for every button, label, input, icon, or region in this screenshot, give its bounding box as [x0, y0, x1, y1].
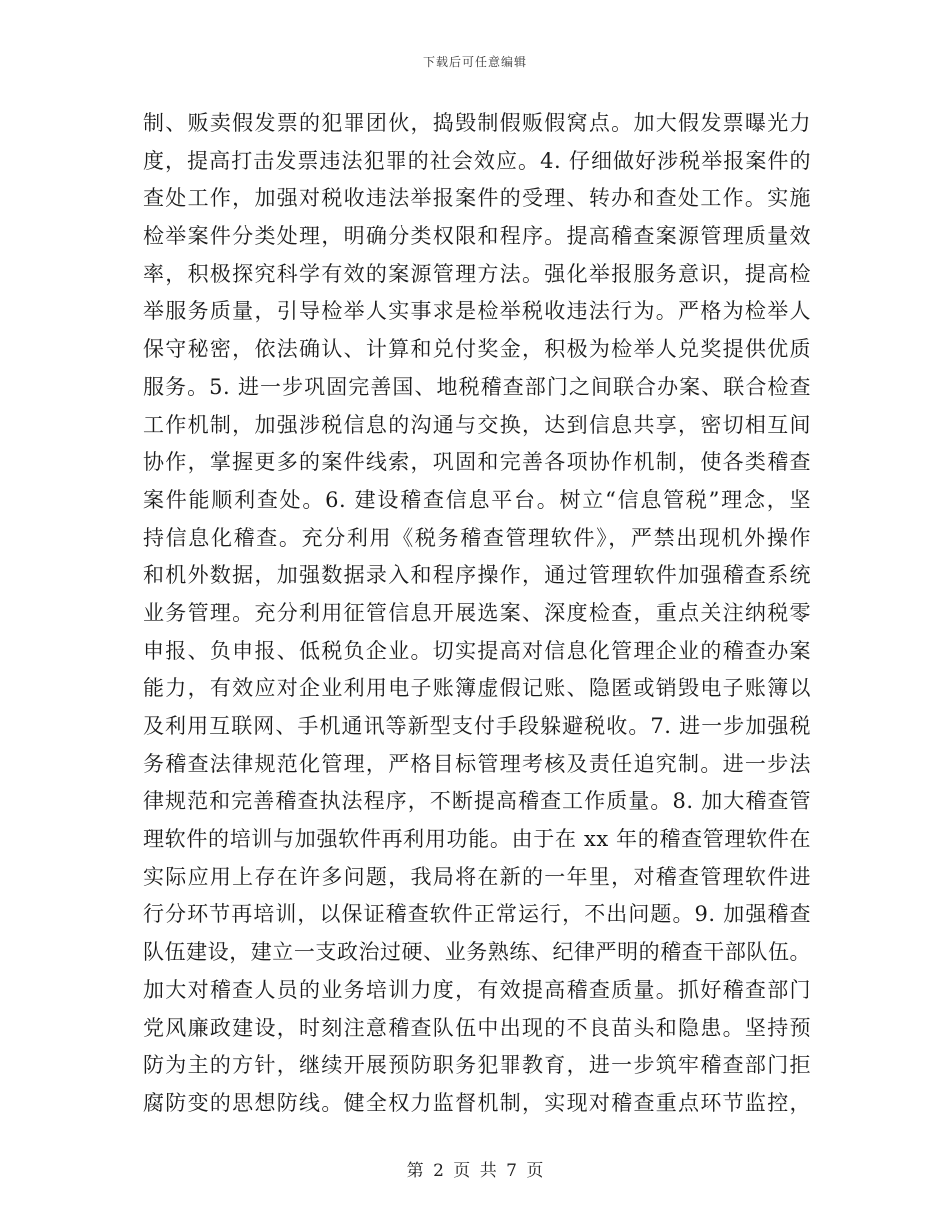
- body-text: [143, 105, 811, 1123]
- text-line: 及利用互联网、手机通讯等新型支付手段躲避税收。7. 进一步加强税: [143, 714, 811, 738]
- text-line: 查处工作，加强对税收违法举报案件的受理、转办和查处工作。实施: [143, 186, 811, 211]
- text-line: 队伍建设，建立一支政治过硬、业务熟练、纪律严明的稽查干部队伍。: [143, 940, 811, 965]
- text-line: 率，积极探究科学有效的案源管理方法。强化举报服务意识，提高检: [143, 261, 811, 286]
- text-line: 理软件的培训与加强软件再利用功能。由于在 xx 年的稽查管理软件在: [143, 827, 811, 852]
- text-line: 实际应用上存在许多问题，我局将在新的一年里，对稽查管理软件进: [143, 864, 811, 889]
- text-line: 党风廉政建设，时刻注意稽查队伍中出现的不良苗头和隐患。坚持预: [143, 1015, 811, 1040]
- text-line: 申报、负申报、低税负企业。切实提高对信息化管理企业的稽查办案: [143, 638, 811, 663]
- text-line: 制、贩卖假发票的犯罪团伙，捣毁制假贩假窝点。加大假发票曝光力: [143, 111, 811, 135]
- text-line: 协作，掌握更多的案件线索，巩固和完善各项协作机制，使各类稽查: [143, 450, 811, 475]
- text-line: 举服务质量，引导检举人实事求是检举税收违法行为。严格为检举人: [143, 299, 811, 324]
- text-line: 加大对稽查人员的业务培训力度，有效提高稽查质量。抓好稽查部门: [143, 977, 811, 1002]
- text-line: 服务。5. 进一步巩固完善国、地税稽查部门之间联合办案、联合检查: [143, 374, 811, 399]
- text-line: 业务管理。充分利用征管信息开展选案、深度检查，重点关注纳税零: [143, 600, 811, 625]
- text-line: 保守秘密，依法确认、计算和兑付奖金，积极为检举人兑奖提供优质: [143, 337, 811, 362]
- text-line: 度，提高打击发票违法犯罪的社会效应。4. 仔细做好涉税举报案件的: [143, 148, 811, 173]
- text-line: 能力，有效应对企业利用电子账簿虚假记账、隐匿或销毁电子账簿以: [143, 676, 811, 701]
- text-line: 行分环节再培训，以保证稽查软件正常运行，不出问题。9. 加强稽查: [143, 902, 811, 927]
- page-number: 第 2 页 共 7 页: [406, 1161, 544, 1181]
- text-line: 律规范和完善稽查执法程序，不断提高稽查工作质量。8. 加大稽查管: [143, 789, 811, 814]
- text-line: 检举案件分类处理，明确分类权限和程序。提高稽查案源管理质量效: [143, 224, 811, 249]
- text-line: 防为主的方针，继续开展预防职务犯罪教育，进一步筑牢稽查部门拒: [143, 1053, 811, 1078]
- text-line: 务稽查法律规范化管理，严格目标管理考核及责任追究制。进一步法: [143, 751, 811, 776]
- text-line: 工作机制，加强涉税信息的沟通与交换，达到信息共享，密切相互间: [143, 412, 811, 437]
- text-line: 持信息化稽查。充分利用《税务稽查管理软件》，严禁出现机外操作: [143, 525, 811, 550]
- text-line: 案件能顺利查处。6. 建设稽查信息平台。树立“信息管税”理念，坚: [143, 487, 811, 512]
- text-line: 和机外数据，加强数据录入和程序操作，通过管理软件加强稽查系统: [143, 563, 811, 588]
- page-header: 下载后可任意编辑: [422, 55, 527, 69]
- text-line: 腐防变的思想防线。健全权力监督机制，实现对稽查重点环节监控，: [143, 1090, 811, 1115]
